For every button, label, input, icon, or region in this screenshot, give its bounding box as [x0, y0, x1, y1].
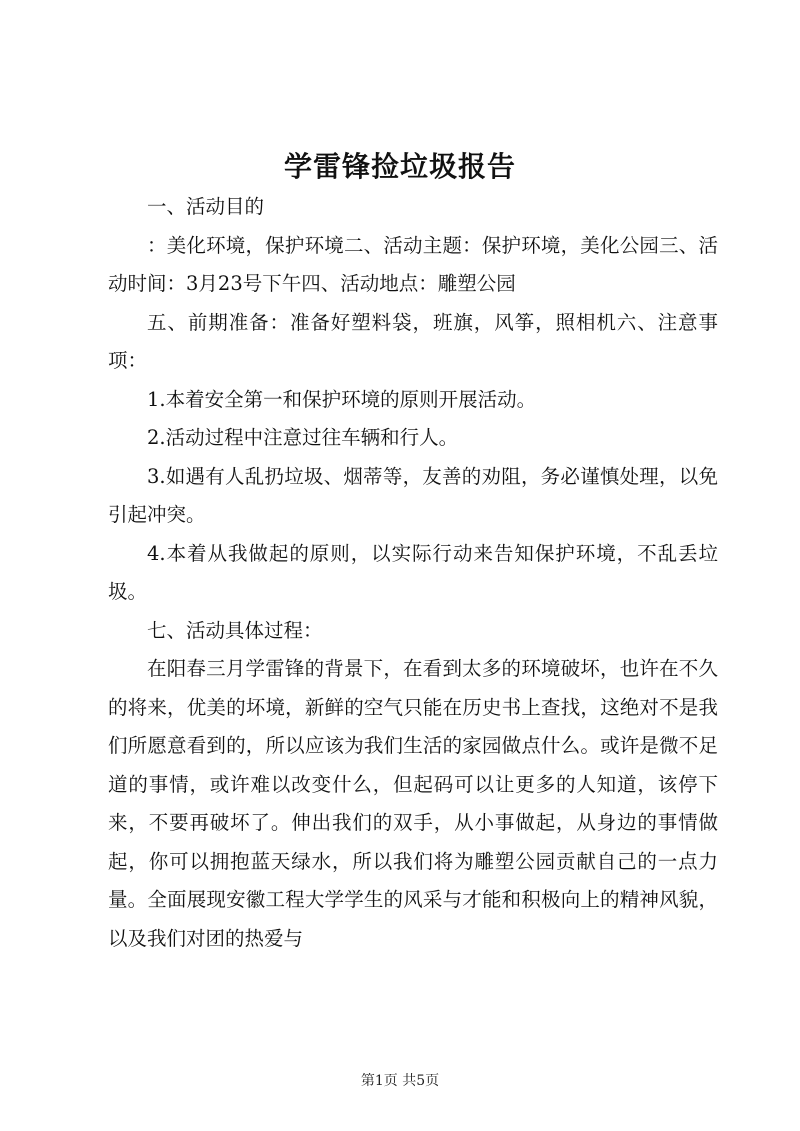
paragraph-note-3: 3.如遇有人乱扔垃圾、烟蒂等，友善的劝阻，务必谨慎处理，以免引起冲突。 [108, 464, 718, 526]
document-body [108, 188, 718, 958]
paragraph-heading-purpose: 一、活动目的 [147, 195, 265, 218]
paragraph-note-1: 1.本着安全第一和保护环境的原则开展活动。 [147, 387, 537, 411]
paragraph-heading-process: 七、活动具体过程： [147, 618, 323, 642]
document-title: 学雷锋捡垃圾报告 [283, 150, 516, 183]
paragraph-process-body: 在阳春三月学雷锋的背景下，在看到太多的环境破坏，也许在不久的将来，优美的坏境，新鲜的空气只能在历史书上查找，这绝对不是我们所愿意看到的，所以应该为我们生活的家园做点什么。或许是微不足道的事情，或许难以改变什么，但起码可以让更多的人知道，该停下来，不要再破坏了。伸出我们的双手，从小事做起，从身边的事情做起，你可以拥抱蓝天绿水，所以我们将为雕塑公园贡献自己的一点力量。全面展现安徽工程大学学生的风采与才能和积极向上的精神风貌，以及我们对团的热爱与 [108, 657, 718, 950]
paragraph-note-4: 4.本着从我做起的原则，以实际行动来告知保护环境，不乱丢垃圾。 [108, 541, 718, 603]
paragraph-note-2: 2.活动过程中注意过往车辆和行人。 [147, 426, 459, 449]
paragraph-preparation: 五、前期准备：准备好塑料袋，班旗，风筝，照相机六、注意事项： [108, 310, 718, 372]
page-number-footer: 第1页 共5页 [360, 1073, 440, 1089]
paragraph-theme-time-place: ：美化环境，保护环境二、活动主题：保护环境，美化公园三、活动时间：3月23号下午四、活动地点：雕塑公园 [108, 233, 718, 295]
